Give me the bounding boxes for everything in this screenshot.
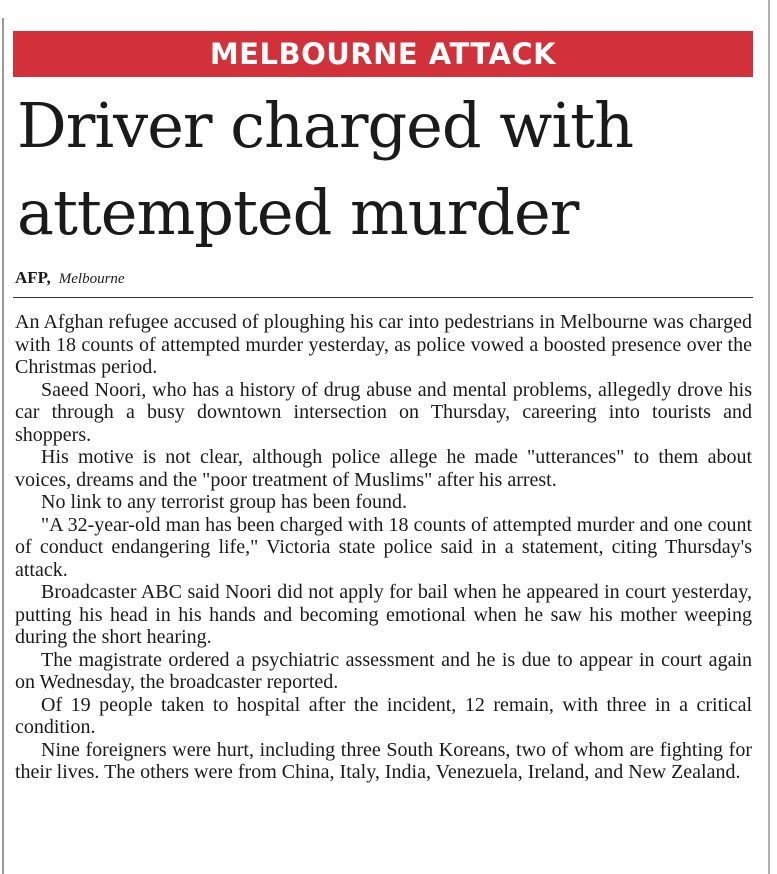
byline <box>15 268 125 288</box>
section-kicker: MELBOURNE ATTACK <box>13 31 753 77</box>
article-paragraph: No link to any terrorist group has been found. <box>41 491 408 513</box>
article-paragraph: "A 32-year-old man has been charged with 18 counts of attempted murder and one count of conduct endangering life," Victoria state police said in a statement, citing Thursday's attack. <box>15 513 752 581</box>
article-paragraph: Nine foreigners were hurt, including three South Koreans, two of whom are fighting for their lives. The others were from China, Italy, India, Venezuela, Ireland, and New Zealand. <box>15 738 752 783</box>
headline: Driver charged with attempted murder <box>17 89 634 249</box>
byline-divider <box>13 297 753 298</box>
page-right-border <box>768 0 770 874</box>
byline-location: Melbourne <box>58 271 125 287</box>
article-paragraph: Of 19 people taken to hospital after the incident, 12 remain, with three in a critical condition. <box>15 693 752 738</box>
byline-agency: AFP, <box>15 268 51 287</box>
page-left-border <box>2 18 4 874</box>
article-paragraph: The magistrate ordered a psychiatric assessment and he is due to appear in court again on Wednesday, the broadcaster reported. <box>15 648 752 693</box>
article-paragraph: Saeed Noori, who has a history of drug abuse and mental problems, allegedly drove his car through a busy downtown intersection on Thursday, careering into tourists and shoppers. <box>15 378 752 446</box>
article-paragraph: His motive is not clear, although police allege he made "utterances" to them about voices, dreams and the "poor treatment of Muslims" after his arrest. <box>15 446 752 491</box>
article-paragraph: An Afghan refugee accused of ploughing his car into pedestrians in Melbourne was charged with 18 counts of attempted murder yesterday, as police vowed a boosted presence over the Christmas period. <box>15 311 752 378</box>
article-body <box>15 311 752 784</box>
article-paragraph: Broadcaster ABC said Noori did not apply for bail when he appeared in court yesterday, putting his head in his hands and becoming emotional when he saw his mother weeping during the short hearing. <box>15 581 752 648</box>
